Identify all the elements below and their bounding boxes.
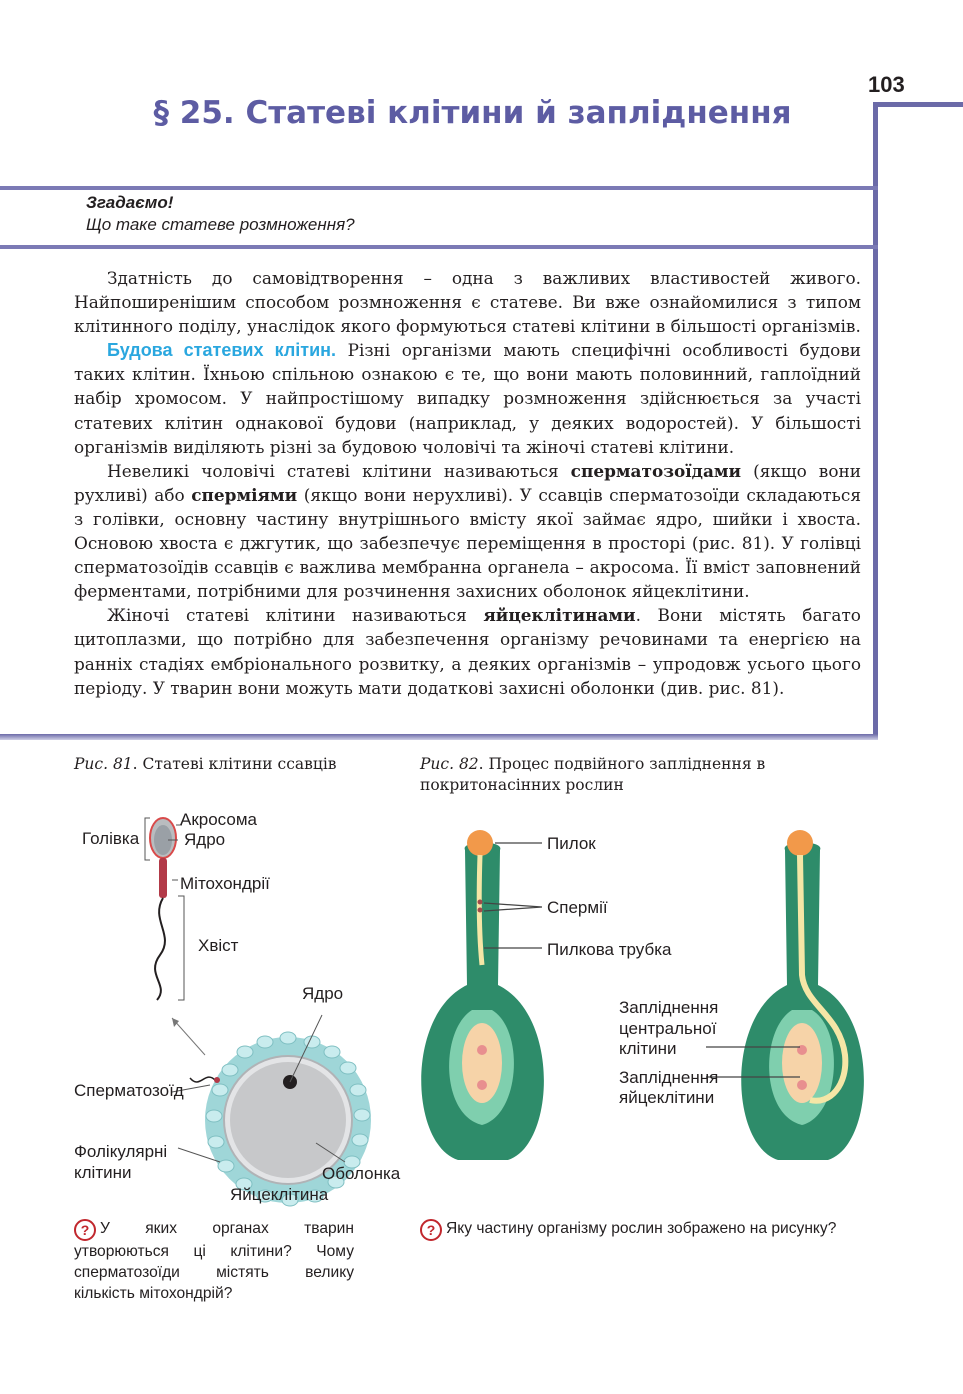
sperm-2 — [478, 908, 483, 913]
small-sperm-head — [214, 1077, 220, 1083]
egg-cell-left — [477, 1080, 487, 1090]
recall-box — [86, 193, 355, 235]
label-acrosome: Акросома — [180, 810, 257, 829]
pollen-right — [787, 830, 813, 856]
pistil-left — [421, 830, 544, 1160]
paragraph-4 — [74, 603, 861, 699]
label-follicular-1: Фолікулярні — [74, 1142, 168, 1161]
recall-question: Що таке статеве розмноження? — [86, 215, 355, 234]
paragraph-3-text-c: (якщо вони рухливі) або — [74, 460, 862, 505]
term-spermatozoa: сперматозоїдами — [570, 460, 742, 481]
small-sperm — [190, 1077, 215, 1082]
label-egg: Яйцеклітина — [230, 1185, 329, 1204]
central-cell-left — [477, 1045, 487, 1055]
sperm-tail — [155, 898, 165, 1000]
label-membrane: Оболонка — [322, 1164, 401, 1183]
pollen-left — [467, 830, 493, 856]
label-mitochondria: Мітохондрії — [180, 874, 270, 893]
section-lead: Будова статевих клітин. — [107, 340, 337, 361]
recall-top-rule — [0, 186, 878, 190]
fig81-question-text: У яких органах тварин утворюються ці клітини? Чому сперматозоїди містять велику кількість мітохондрій? — [74, 1220, 354, 1302]
egg-cell-right — [797, 1080, 807, 1090]
question-mark-icon: ? — [74, 1219, 96, 1241]
label-tail: Хвіст — [198, 936, 239, 955]
label-egg-fert-1: Запліднення — [619, 1068, 719, 1087]
paragraph-4-text-c: . Вони містять багато цитоплазми, що потрібно для забезпечення організму речовинами та енергією на ранніх стадіях ембріонального розвитку, а деяких організмів – упродовж усього цього періоду. У тварин вони можуть мати додаткові захисні оболонки (див. рис. 81). — [74, 605, 861, 698]
term-eggs: яйцеклітинами — [483, 605, 636, 626]
label-nucleus-egg: Ядро — [302, 984, 344, 1003]
label-nucleus-sperm: Ядро — [184, 830, 226, 849]
paragraph-3 — [74, 459, 861, 604]
recall-bottom-rule — [0, 245, 878, 249]
arrowhead — [172, 1018, 179, 1027]
paragraph-4-text-a: Жіночі статеві клітини називаються — [107, 605, 484, 626]
label-follicular-2: клітини — [74, 1163, 132, 1182]
fig82-caption-number: Рис. 82 — [420, 755, 479, 773]
sperm-midpiece — [159, 858, 167, 898]
page-number: 103 — [868, 72, 905, 97]
fig82-question — [420, 1218, 860, 1241]
label-central-1: Запліднення — [619, 998, 719, 1017]
paragraph-3-text-d: (якщо вони нерухливі). У ссавців сперматозоїди складаються з голівки, основну частину внутрішнього вмісту якої займає ядро, шийки і хвоста. Основою хвоста є джгутик, що забезпечує переміщення в просторі (рис. 81). У голівці сперматозоїдів ссавців є важлива мембранна органела – акросома. Її вміст заповнений ферментами, потрібними для розчинення захисних оболонок яйцеклітини. — [74, 484, 861, 602]
page-title: § 25. Статеві клітини й запліднення — [153, 95, 792, 131]
fig81-question — [74, 1218, 354, 1304]
label-sperms: Спермії — [547, 898, 608, 917]
label-central-3: клітини — [619, 1039, 677, 1058]
fig82-caption-text: . Процес подвійного запліднення в покритонасінних рослин — [420, 755, 766, 794]
fig82-question-text: Яку частину організму рослин зображено на рисунку? — [446, 1220, 837, 1237]
term-sperms: сперміями — [191, 484, 298, 505]
body-text — [74, 266, 861, 700]
corner-rule-vertical — [873, 104, 878, 740]
label-head: Голівка — [82, 829, 140, 848]
question-mark-icon: ? — [420, 1219, 442, 1241]
recall-heading: Згадаємо! — [86, 193, 174, 212]
label-pollen-tube: Пилкова трубка — [547, 940, 672, 959]
embryo-sac-right — [782, 1023, 822, 1103]
label-pollen: Пилок — [547, 834, 596, 853]
label-spermatozoon: Сперматозоїд — [74, 1081, 184, 1100]
paragraph-1: Здатність до самовідтворення – одна з важливих властивостей живого. Найпоширенішим способом розмноження є статеве. Ви вже ознайомилися з типом клітинного поділу, унаслідок якого формуються статеві клітини в більшості організмів. — [74, 268, 861, 337]
embryo-sac-left — [462, 1023, 502, 1103]
fig82-illustration — [410, 815, 870, 1170]
fig81-caption — [74, 754, 394, 775]
pistil-right — [741, 830, 864, 1160]
sperm-cell — [145, 818, 184, 1000]
direction-arrow — [172, 1018, 205, 1055]
fig81-illustration — [60, 800, 420, 1210]
fig82-caption — [420, 754, 860, 796]
fig81-caption-number: Рис. 81 — [74, 755, 133, 773]
sperm-1 — [478, 900, 483, 905]
paragraph-2 — [74, 338, 861, 458]
paragraph-3-text-a: Невеликі чоловічі статеві клітини називаються — [107, 460, 571, 481]
paragraph-2-text: Різні організми мають специфічні особливості будови таких клітин. Їхньою спільною ознакою є те, що вони мають половинний, гаплоїдний набір хромосом. У найпростішому випадку розмноження здійснюється за участі статевих клітин однакової будови (наприклад, у деяких водоростей). У більшості організмів виділяють різні за будовою чоловічі та жіночі статеві клітини. — [74, 340, 862, 457]
fig81-caption-text: . Статеві клітини ссавців — [132, 755, 337, 773]
label-central-2: центральної — [619, 1019, 717, 1038]
text-bottom-rule — [0, 734, 878, 740]
label-egg-fert-2: яйцеклітини — [619, 1088, 715, 1107]
